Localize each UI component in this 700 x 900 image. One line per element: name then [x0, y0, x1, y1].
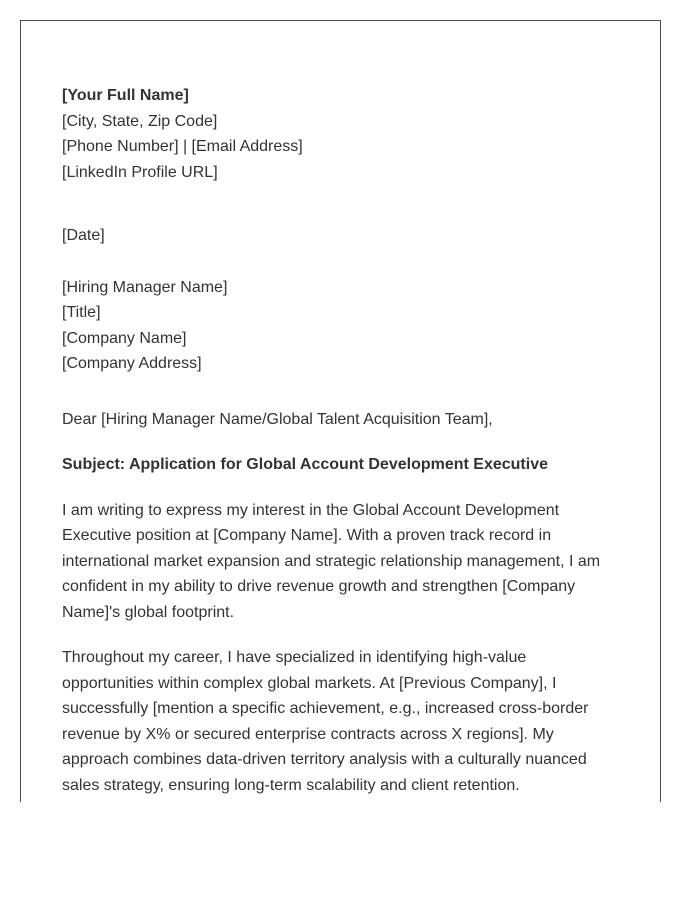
recipient-address: [Company Address] — [62, 355, 202, 372]
body-paragraph-2 — [62, 645, 622, 798]
paragraph-line: sales strategy, ensuring long-term scalability and client retention. — [62, 776, 520, 794]
paragraph-line: Name]'s global footprint. — [62, 603, 235, 621]
recipient-title: [Title] — [62, 304, 101, 321]
letter-date: [Date] — [62, 227, 105, 244]
recipient-company: [Company Name] — [62, 329, 187, 347]
paragraph-line: Executive position at [Company Name]. With a proven track record in — [62, 527, 552, 544]
sender-city-state-zip: [City, State, Zip Code] — [62, 112, 218, 130]
paragraph-line: opportunities within complex global markets. At [Previous Company], I — [62, 674, 557, 692]
recipient-block — [62, 275, 622, 377]
paragraph-line: Throughout my career, I have specialized in identifying high-value — [62, 649, 527, 666]
date-block — [62, 223, 622, 249]
letter-content — [62, 83, 622, 798]
paragraph-line: revenue by X% or secured enterprise contracts across X regions]. My — [62, 725, 554, 743]
paragraph-line: I am writing to express my interest in the Global Account Development — [62, 501, 560, 519]
paragraph-line: international market expansion and strategic relationship management, I am — [62, 552, 601, 570]
paragraph-line: successfully [mention a specific achievement, e.g., increased cross-border — [62, 700, 589, 717]
subject-line: Subject: Application for Global Account Development Executive — [62, 456, 548, 473]
subject-block — [62, 452, 622, 478]
sender-phone-email: [Phone Number] | [Email Address] — [62, 138, 303, 155]
letter-page — [20, 20, 661, 802]
salutation: Dear [Hiring Manager Name/Global Talent Acquisition Team], — [62, 410, 493, 428]
sender-linkedin: [LinkedIn Profile URL] — [62, 163, 218, 181]
paragraph-line: confident in my ability to drive revenue growth and strengthen [Company — [62, 578, 576, 595]
body-paragraph-1 — [62, 498, 622, 626]
recipient-name: [Hiring Manager Name] — [62, 278, 228, 296]
sender-name: [Your Full Name] — [62, 87, 189, 104]
salutation-block — [62, 407, 622, 433]
sender-block — [62, 83, 622, 185]
paragraph-line: approach combines data-driven territory analysis with a culturally nuanced — [62, 751, 587, 768]
